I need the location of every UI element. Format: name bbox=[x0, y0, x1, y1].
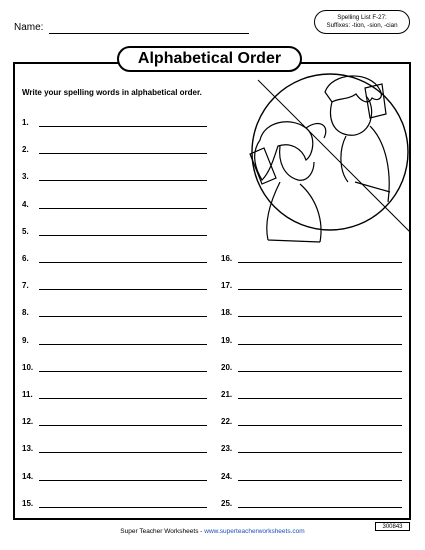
answer-number: 10. bbox=[22, 362, 34, 372]
kids-on-phone-illustration bbox=[220, 62, 412, 258]
answer-number: 14. bbox=[22, 471, 34, 481]
name-line[interactable] bbox=[49, 33, 249, 34]
worksheet-title: Alphabetical Order bbox=[117, 46, 302, 72]
diagonal-divider bbox=[258, 80, 410, 232]
answer-number: 20. bbox=[221, 362, 233, 372]
answer-blank[interactable] bbox=[238, 344, 402, 345]
answer-number: 19. bbox=[221, 335, 233, 345]
answer-number: 3. bbox=[22, 172, 29, 182]
answer-blank[interactable] bbox=[39, 316, 207, 317]
answer-number: 18. bbox=[221, 308, 233, 318]
answer-line-item bbox=[22, 172, 29, 181]
answer-line-item bbox=[22, 254, 29, 263]
answer-line-item bbox=[221, 308, 232, 317]
answer-blank[interactable] bbox=[238, 371, 402, 372]
answer-line-item bbox=[22, 472, 33, 481]
answer-line-item bbox=[22, 417, 33, 426]
answer-blank[interactable] bbox=[39, 126, 207, 127]
answer-line-item bbox=[221, 254, 232, 263]
footer-separator: - bbox=[198, 528, 205, 535]
answer-line-item bbox=[22, 281, 29, 290]
answer-number: 23. bbox=[221, 444, 233, 454]
answer-blank[interactable] bbox=[39, 398, 207, 399]
badge-line-2: Suffixes: -tion, -sion, -cian bbox=[326, 22, 398, 29]
answer-blank[interactable] bbox=[238, 262, 402, 263]
answer-blank[interactable] bbox=[238, 425, 402, 426]
answer-blank[interactable] bbox=[238, 398, 402, 399]
footer-brand: Super Teacher Worksheets bbox=[120, 528, 199, 535]
answer-number: 17. bbox=[221, 281, 233, 291]
answer-blank[interactable] bbox=[39, 425, 207, 426]
answer-number: 8. bbox=[22, 308, 29, 318]
answer-number: 24. bbox=[221, 471, 233, 481]
answer-blank[interactable] bbox=[238, 452, 402, 453]
spelling-list-badge bbox=[314, 10, 410, 34]
answer-blank[interactable] bbox=[39, 452, 207, 453]
answer-blank[interactable] bbox=[39, 480, 207, 481]
answer-number: 25. bbox=[221, 498, 233, 508]
answer-number: 22. bbox=[221, 417, 233, 427]
girl-face bbox=[280, 146, 314, 180]
answer-line-item bbox=[22, 145, 29, 154]
worksheet-code: 300843 bbox=[375, 522, 410, 531]
answer-blank[interactable] bbox=[39, 371, 207, 372]
answer-blank[interactable] bbox=[39, 262, 207, 263]
answer-line-item bbox=[22, 308, 29, 317]
answer-blank[interactable] bbox=[39, 344, 207, 345]
answer-line-item bbox=[22, 444, 33, 453]
answer-line-item bbox=[221, 417, 232, 426]
answer-line-item bbox=[221, 281, 232, 290]
answer-blank[interactable] bbox=[238, 507, 402, 508]
boy-body bbox=[341, 126, 390, 202]
boy-hair bbox=[325, 76, 381, 102]
answer-blank[interactable] bbox=[238, 480, 402, 481]
answer-number: 6. bbox=[22, 254, 29, 263]
answer-line-item bbox=[221, 444, 232, 453]
footer-url[interactable]: www.superteacherworksheets.com bbox=[204, 528, 305, 535]
answer-line-item bbox=[22, 118, 29, 127]
answer-number: 1. bbox=[22, 118, 29, 127]
girl-body bbox=[267, 182, 321, 242]
answer-line-item bbox=[22, 227, 29, 236]
answer-blank[interactable] bbox=[39, 208, 207, 209]
answer-number: 21. bbox=[221, 390, 233, 399]
answer-line-item bbox=[221, 472, 232, 481]
answer-number: 11. bbox=[22, 390, 33, 399]
answer-blank[interactable] bbox=[39, 235, 207, 236]
answer-line-item bbox=[22, 390, 33, 399]
answer-blank[interactable] bbox=[238, 289, 402, 290]
answer-line-item bbox=[221, 336, 232, 345]
answer-blank[interactable] bbox=[39, 507, 207, 508]
answer-blank[interactable] bbox=[39, 153, 207, 154]
answer-number: 9. bbox=[22, 335, 29, 345]
badge-line-1: Spelling List F-27: bbox=[337, 14, 387, 21]
girl-hair bbox=[255, 122, 313, 180]
answer-line-item bbox=[22, 200, 29, 209]
answer-blank[interactable] bbox=[39, 289, 207, 290]
answer-number: 16. bbox=[221, 254, 233, 263]
answer-blank[interactable] bbox=[39, 180, 207, 181]
answer-line-item bbox=[221, 499, 232, 508]
answer-line-item bbox=[221, 390, 232, 399]
answer-number: 4. bbox=[22, 199, 29, 209]
answer-line-item bbox=[22, 363, 33, 372]
answer-number: 2. bbox=[22, 145, 29, 155]
answer-number: 5. bbox=[22, 226, 29, 236]
name-label: Name: bbox=[14, 22, 44, 33]
answer-number: 12. bbox=[22, 417, 34, 427]
answer-line-item bbox=[22, 336, 29, 345]
footer bbox=[0, 528, 425, 535]
answer-number: 13. bbox=[22, 444, 34, 454]
instructions: Write your spelling words in alphabetical order. bbox=[22, 88, 202, 97]
answer-number: 7. bbox=[22, 281, 29, 291]
answer-line-item bbox=[22, 499, 33, 508]
answer-line-item bbox=[221, 363, 232, 372]
answer-blank[interactable] bbox=[238, 316, 402, 317]
answer-number: 15. bbox=[22, 498, 34, 508]
